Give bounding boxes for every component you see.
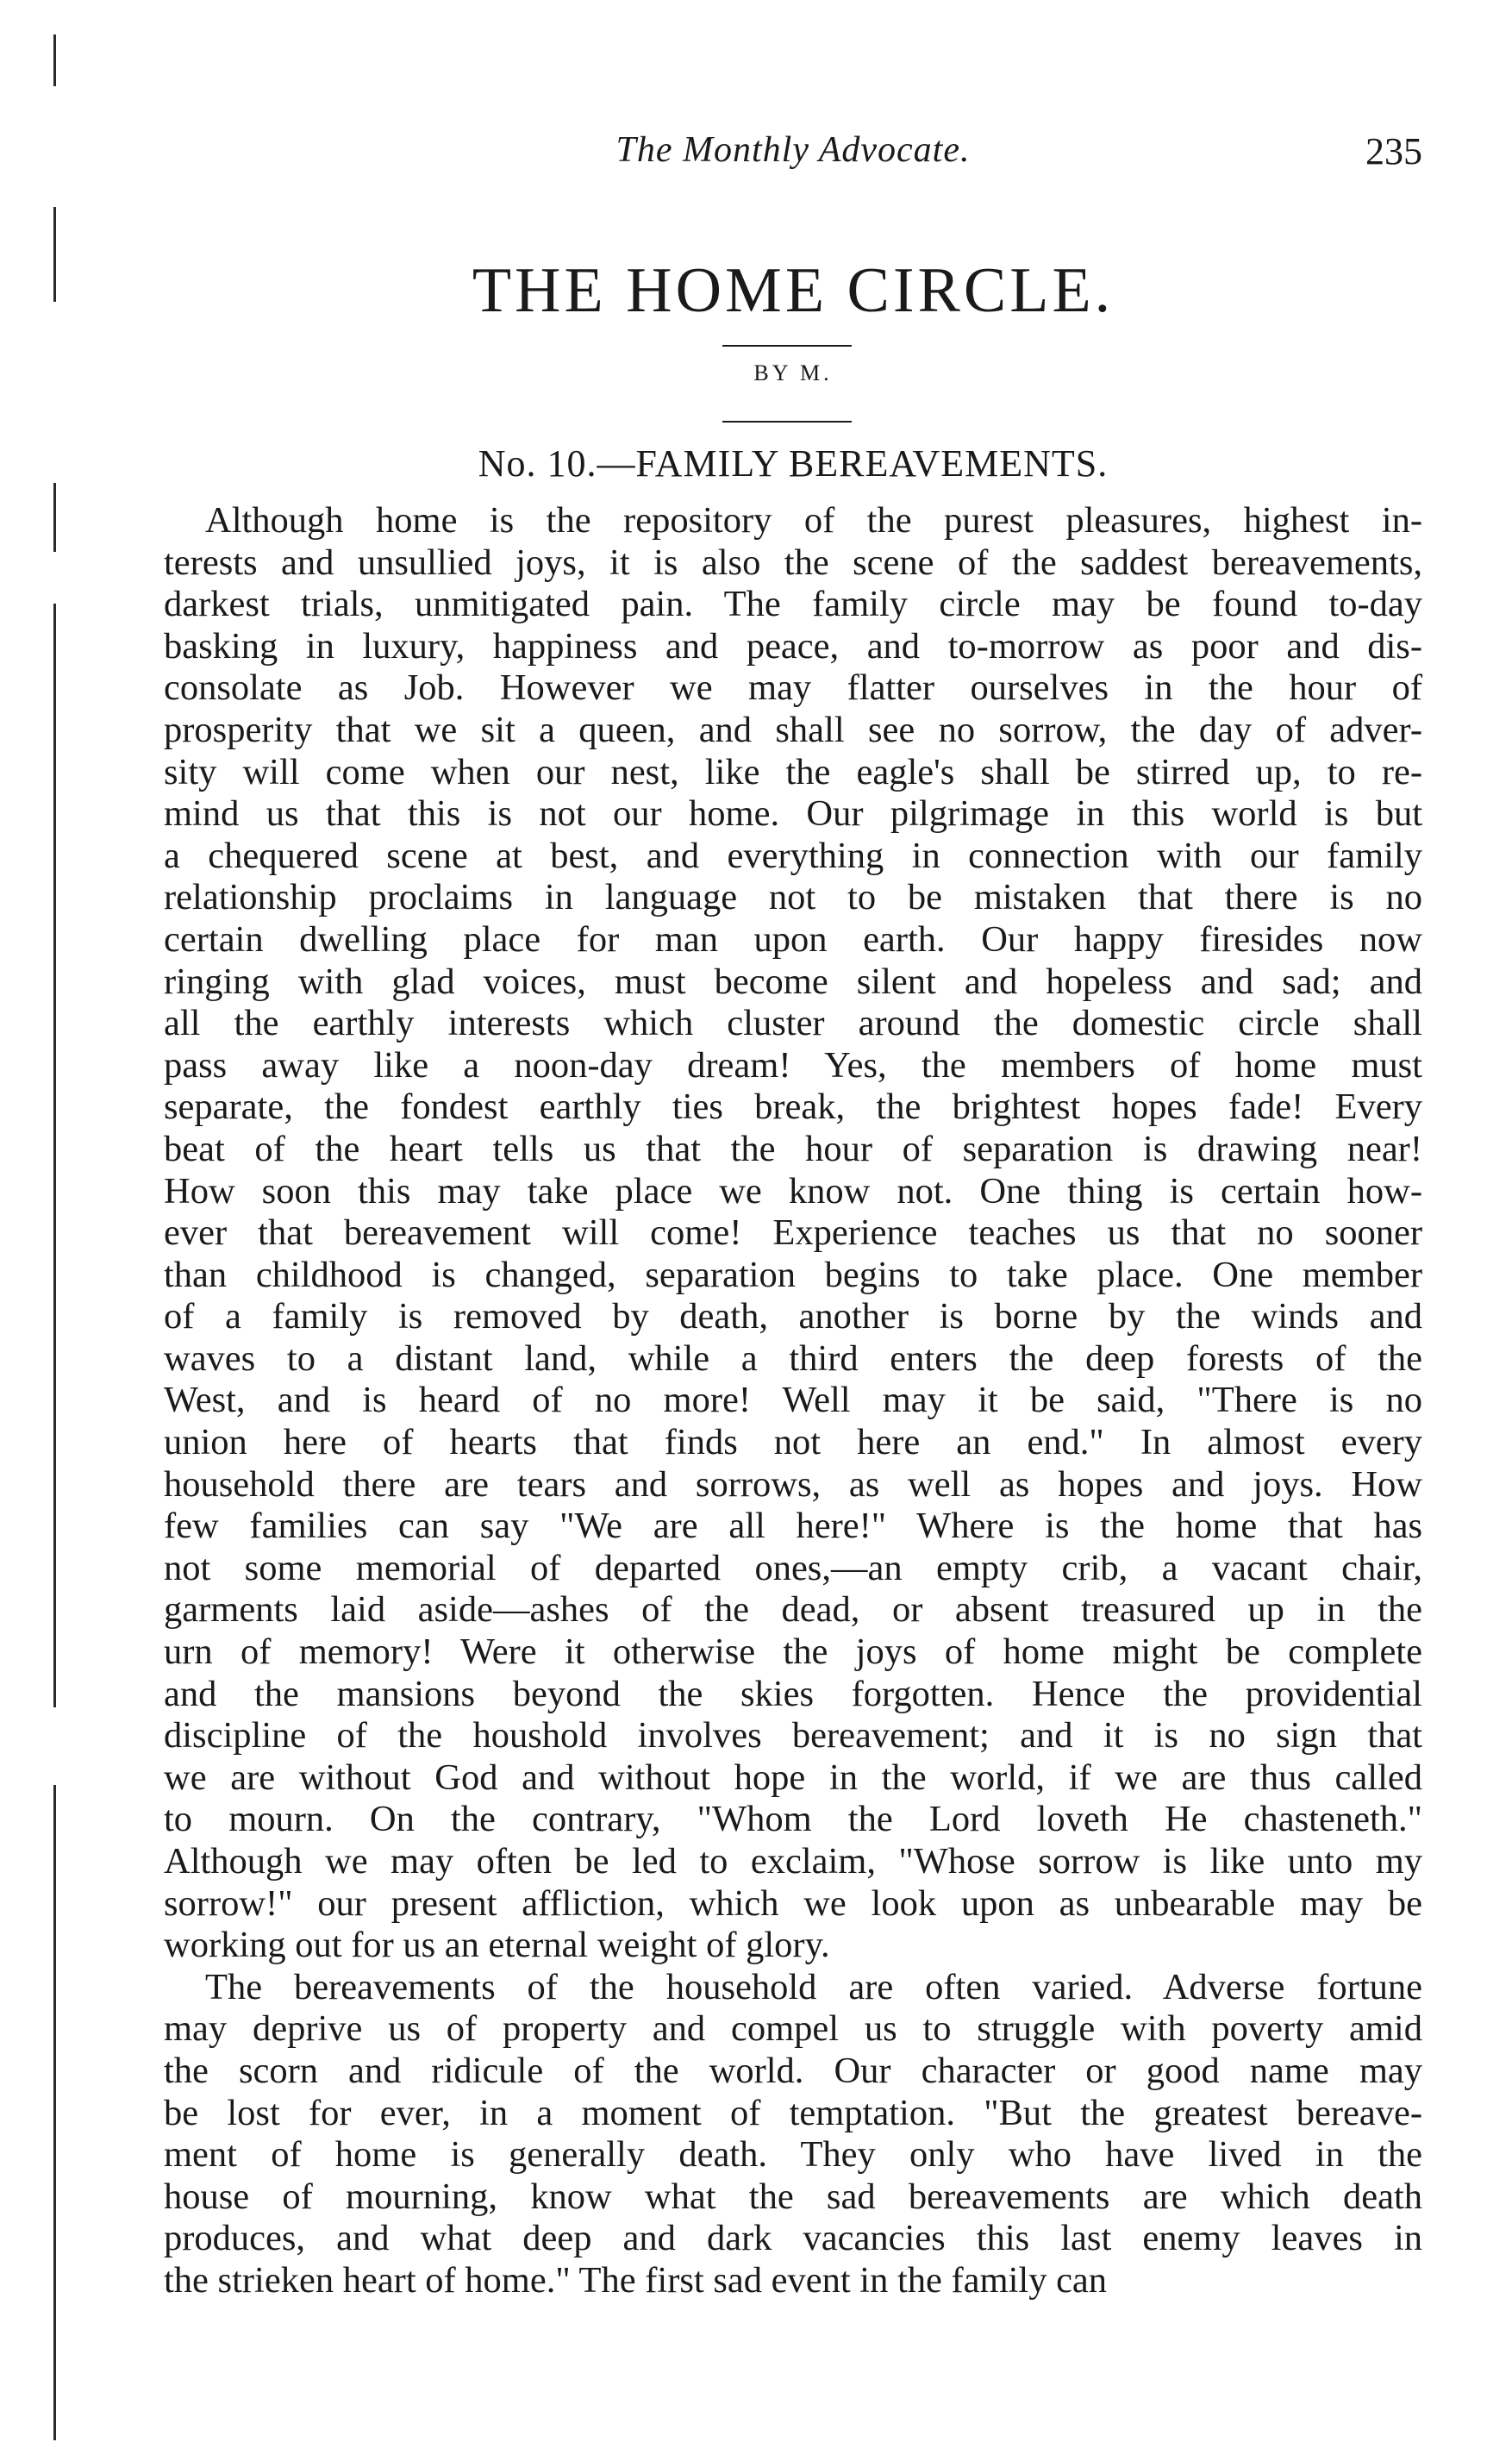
article-title: THE HOME CIRCLE. [472, 255, 1115, 326]
text-line: The bereavements of the household are often varied. Adverse fortune [205, 1966, 1422, 2007]
text-line: not some memorial of departed ones,—an empty crib, a vacant chair, [164, 1547, 1422, 1588]
text-line: and the mansions beyond the skies forgotten. Hence the providential [164, 1673, 1422, 1714]
text-line: may deprive us of property and compel us to struggle with poverty amid [164, 2008, 1422, 2050]
byline-rule [722, 421, 852, 423]
text-line: the strieken heart of home." The first sad event in the family can [164, 2259, 1108, 2301]
article-subtitle: No. 10.—FAMILY BEREAVEMENTS. [478, 442, 1109, 485]
text-line: basking in luxury, happiness and peace, and to-morrow as poor and dis- [164, 625, 1422, 667]
text-line: be lost for ever, in a moment of temptation. "But the greatest bereave- [164, 2092, 1422, 2133]
text-line: pass away like a noon-day dream! Yes, the members of home must [164, 1044, 1422, 1086]
text-line: sity will come when our nest, like the eagle's shall be stirred up, to re- [164, 751, 1422, 792]
running-title: The Monthly Advocate. [615, 130, 971, 170]
text-line: waves to a distant land, while a third enters the deep forests of the [164, 1337, 1422, 1379]
page-number: 235 [1365, 130, 1422, 172]
text-line: consolate as Job. However we may flatter ourselves in the hour of [164, 667, 1422, 709]
text-line: darkest trials, unmitigated pain. The family circle may be found to-day [164, 584, 1422, 625]
text-line: of a family is removed by death, another is borne by the winds and [164, 1296, 1422, 1337]
text-line: house of mourning, know what the sad bereavements are which death [164, 2176, 1422, 2217]
paragraph [164, 500, 1422, 1967]
text-line: to mourn. On the contrary, "Whom the Lord loveth He chasteneth." [164, 1799, 1422, 1840]
text-line: working out for us an eternal weight of glory. [164, 1925, 830, 1966]
scan-edge-mark [53, 1785, 56, 2440]
text-line: prosperity that we sit a queen, and shall see no sorrow, the day of adver- [164, 709, 1422, 750]
text-line: ringing with glad voices, must become silent and hopeless and sad; and [164, 961, 1422, 1002]
paragraph [164, 1967, 1422, 2302]
text-line: sorrow!" our present affliction, which we look upon as unbearable may be [164, 1882, 1422, 1924]
text-line: we are without God and without hope in the world, if we are thus called [164, 1757, 1422, 1798]
title-rule [722, 345, 852, 347]
text-line: Although home is the repository of the purest pleasures, highest in- [205, 500, 1422, 541]
text-line: separate, the fondest earthly ties break, the brightest hopes fade! Every [164, 1086, 1422, 1128]
text-line: all the earthly interests which cluster around the domestic circle shall [164, 1003, 1422, 1044]
text-line: West, and is heard of no more! Well may it be said, "There is no [164, 1380, 1422, 1421]
scan-edge-mark [53, 483, 56, 552]
text-line: relationship proclaims in language not to be mistaken that there is no [164, 877, 1422, 918]
text-line: garments laid aside—ashes of the dead, or absent treasured up in the [164, 1589, 1422, 1631]
running-header [164, 129, 1422, 181]
text-line: household there are tears and sorrows, as well as hopes and joys. How [164, 1463, 1422, 1505]
text-line: Although we may often be led to exclaim, "Whose sorrow is like unto my [164, 1841, 1422, 1882]
byline: BY M. [753, 360, 833, 385]
text-line: terests and unsullied joys, it is also the scene of the saddest bereavements, [164, 542, 1422, 583]
text-line: certain dwelling place for man upon earth. Our happy firesides now [164, 918, 1422, 960]
text-line: a chequered scene at best, and everything in connection with our family [164, 835, 1422, 876]
text-line: union here of hearts that finds not here an end." In almost every [164, 1422, 1422, 1463]
text-line: urn of memory! Were it otherwise the joys of home might be complete [164, 1631, 1422, 1673]
text-line: produces, and what deep and dark vacancies this last enemy leaves in [164, 2218, 1422, 2259]
text-line: the scorn and ridicule of the world. Our character or good name may [164, 2050, 1422, 2091]
scan-edge-mark [53, 34, 56, 86]
text-line: ever that bereavement will come! Experience teaches us that no sooner [164, 1212, 1422, 1254]
article-body [164, 500, 1422, 2302]
text-line: ment of home is generally death. They only who have lived in the [164, 2134, 1422, 2176]
scan-edge-mark [53, 207, 56, 302]
text-line: discipline of the houshold involves bereavement; and it is no sign that [164, 1715, 1422, 1757]
scan-edge-mark [53, 604, 56, 1707]
text-line: than childhood is changed, separation begins to take place. One member [164, 1254, 1422, 1295]
text-line: mind us that this is not our home. Our pilgrimage in this world is but [164, 793, 1422, 835]
text-line: How soon this may take place we know not. One thing is certain how- [164, 1170, 1422, 1212]
text-line: few families can say "We are all here!" Where is the home that has [164, 1506, 1422, 1547]
text-line: beat of the heart tells us that the hour of separation is drawing near! [164, 1128, 1422, 1169]
